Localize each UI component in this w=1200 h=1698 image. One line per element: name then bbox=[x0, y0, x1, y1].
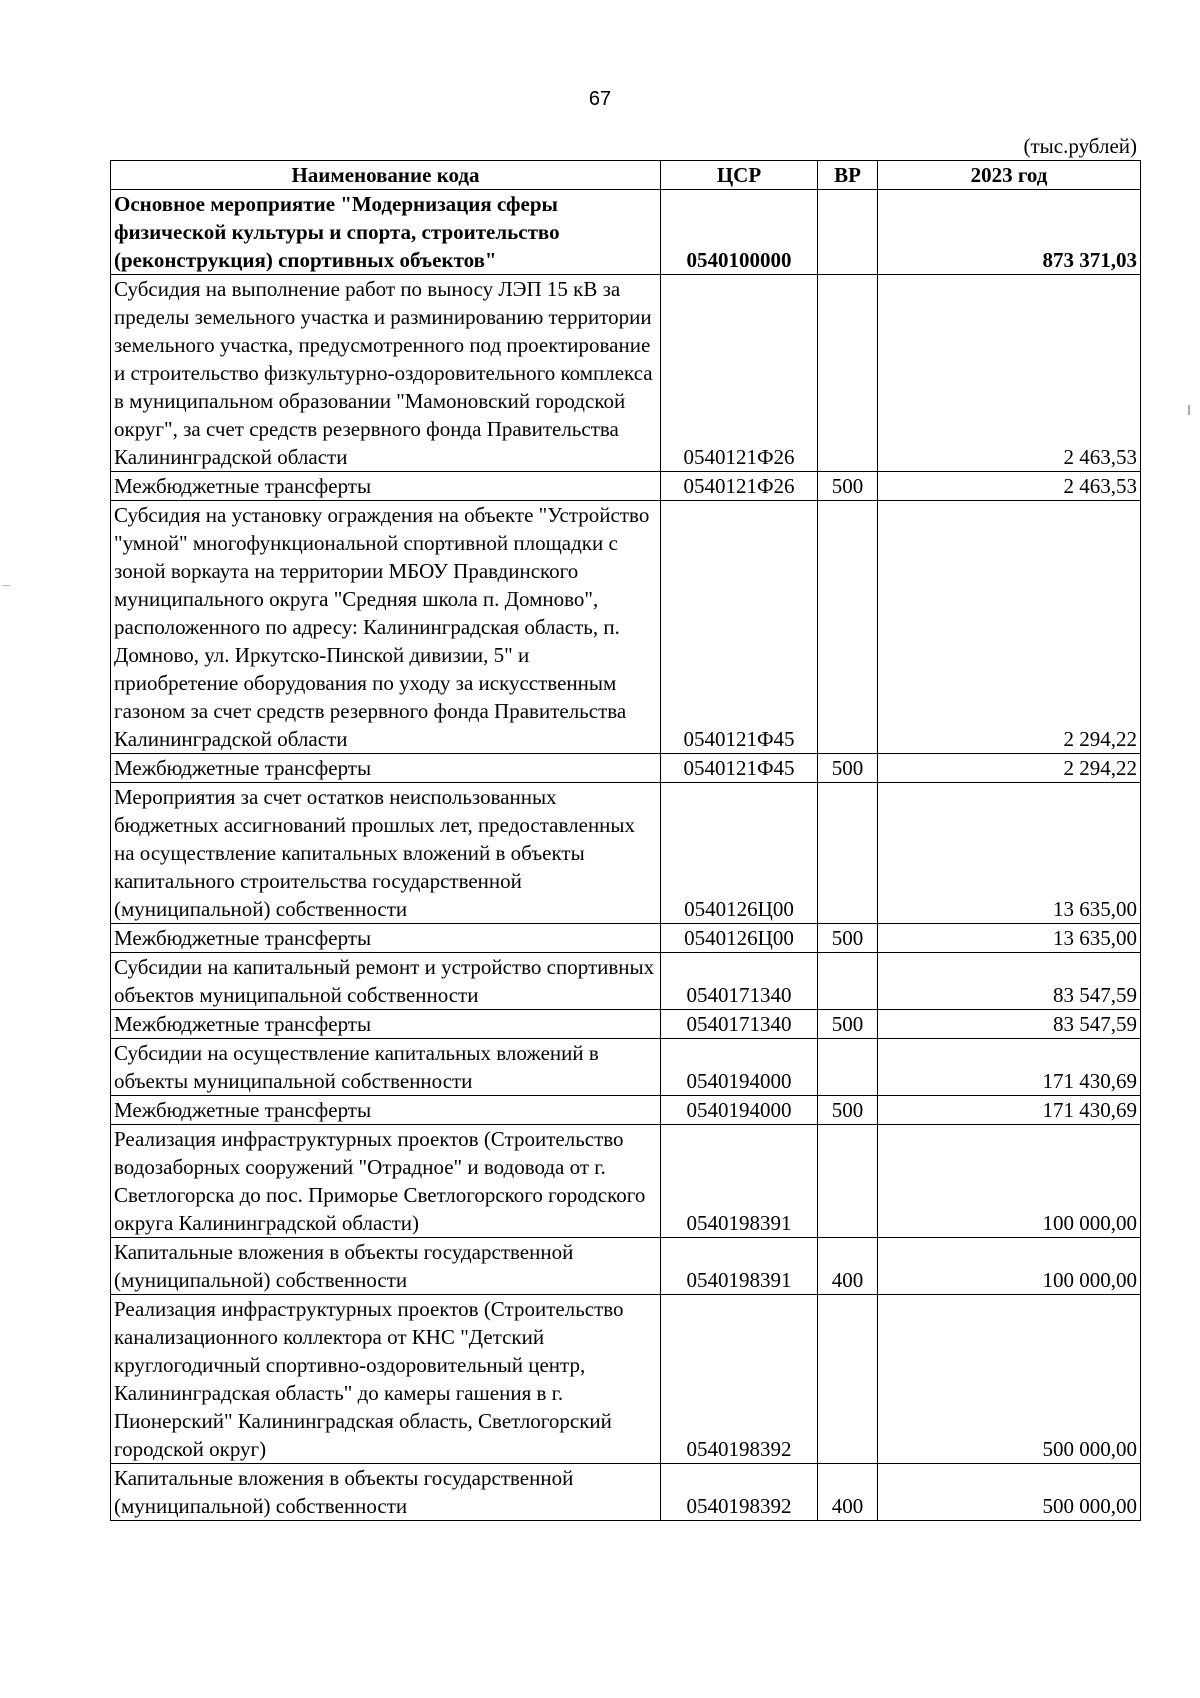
row-name: Реализация инфраструктурных проектов (Строительство водозаборных сооружений "Отрадное" и водовода от г. Светлогорска до пос. Приморье Светлогорского городского округа Калининградской области) bbox=[111, 1125, 661, 1238]
row-vr: 500 bbox=[818, 1096, 878, 1125]
row-amount: 171 430,69 bbox=[878, 1039, 1141, 1096]
table-row bbox=[111, 1238, 1141, 1295]
row-csr: 0540126Ц00 bbox=[661, 924, 818, 953]
row-amount: 100 000,00 bbox=[878, 1125, 1141, 1238]
row-name: Капитальные вложения в объекты государственной (муниципальной) собственности bbox=[111, 1464, 661, 1521]
row-vr bbox=[818, 501, 878, 754]
row-vr bbox=[818, 275, 878, 472]
row-vr bbox=[818, 1125, 878, 1238]
row-amount: 2 463,53 bbox=[878, 472, 1141, 501]
row-name: Основное мероприятие "Модернизация сферы физической культуры и спорта, строительство (реконструкция) спортивных объектов" bbox=[111, 190, 661, 275]
row-name: Межбюджетные трансферты bbox=[111, 754, 661, 783]
row-name: Субсидии на осуществление капитальных вложений в объекты муниципальной собственности bbox=[111, 1039, 661, 1096]
table-row bbox=[111, 754, 1141, 783]
row-csr: 0540100000 bbox=[661, 190, 818, 275]
row-csr: 0540198392 bbox=[661, 1295, 818, 1464]
row-name: Субсидия на выполнение работ по выносу ЛЭП 15 кВ за пределы земельного участка и разминированию территории земельного участка, предусмотренного под проектирование и строительство физкультурно-оздоровительного комплекса в муниципальном образовании "Мамоновский городской округ", за счет средств резервного фонда Правительства Калининградской области bbox=[111, 275, 661, 472]
row-amount: 2 294,22 bbox=[878, 754, 1141, 783]
table-row bbox=[111, 472, 1141, 501]
row-csr: 0540198392 bbox=[661, 1464, 818, 1521]
row-csr: 0540171340 bbox=[661, 1010, 818, 1039]
row-name: Межбюджетные трансферты bbox=[111, 1096, 661, 1125]
row-vr: 400 bbox=[818, 1238, 878, 1295]
row-name: Мероприятия за счет остатков неиспользованных бюджетных ассигнований прошлых лет, предоставленных на осуществление капитальных вложений в объекты капитального строительства государственной (муниципальной) собственности bbox=[111, 783, 661, 924]
row-vr: 500 bbox=[818, 1010, 878, 1039]
row-csr: 0540194000 bbox=[661, 1096, 818, 1125]
table-row bbox=[111, 783, 1141, 924]
scan-mark bbox=[2, 585, 10, 586]
page-number: 67 bbox=[588, 88, 612, 110]
row-vr bbox=[818, 783, 878, 924]
row-name: Реализация инфраструктурных проектов (Строительство канализационного коллектора от КНС "Детский круглогодичный спортивно-оздоровительный центр, Калининградская область" до камеры гашения в г. Пионерский" Калининградская область, Светлогорский городской округ) bbox=[111, 1295, 661, 1464]
row-csr: 0540121Ф45 bbox=[661, 754, 818, 783]
table-header-row bbox=[111, 161, 1141, 190]
row-csr: 0540121Ф45 bbox=[661, 501, 818, 754]
table-row bbox=[111, 1039, 1141, 1096]
header-vr: ВР bbox=[818, 161, 878, 190]
table-row bbox=[111, 1125, 1141, 1238]
table-row bbox=[111, 953, 1141, 1010]
row-name: Межбюджетные трансферты bbox=[111, 1010, 661, 1039]
row-csr: 0540171340 bbox=[661, 953, 818, 1010]
row-amount: 171 430,69 bbox=[878, 1096, 1141, 1125]
row-vr: 500 bbox=[818, 472, 878, 501]
row-csr: 0540194000 bbox=[661, 1039, 818, 1096]
row-name: Субсидии на капитальный ремонт и устройство спортивных объектов муниципальной собственности bbox=[111, 953, 661, 1010]
table-row bbox=[111, 1096, 1141, 1125]
row-vr: 500 bbox=[818, 754, 878, 783]
header-year: 2023 год bbox=[878, 161, 1141, 190]
table-row bbox=[111, 1010, 1141, 1039]
row-amount: 500 000,00 bbox=[878, 1295, 1141, 1464]
table-row bbox=[111, 190, 1141, 275]
row-name: Субсидия на установку ограждения на объекте "Устройство "умной" многофункциональной спортивной площадки с зоной воркаута на территории МБОУ Правдинского муниципального округа "Средняя школа п. Домново", расположенного по адресу: Калининградская область, п. Домново, ул. Иркутско-Пинской дивизии, 5" и приобретение оборудования по уходу за искусственным газоном за счет средств резервного фонда Правительства Калининградской области bbox=[111, 501, 661, 754]
table-row bbox=[111, 1464, 1141, 1521]
row-csr: 0540198391 bbox=[661, 1125, 818, 1238]
header-csr: ЦСР bbox=[661, 161, 818, 190]
table-row bbox=[111, 924, 1141, 953]
row-amount: 100 000,00 bbox=[878, 1238, 1141, 1295]
row-vr bbox=[818, 190, 878, 275]
scan-mark bbox=[1188, 405, 1190, 415]
units-label: (тыс.рублей) bbox=[1023, 134, 1137, 158]
row-amount: 83 547,59 bbox=[878, 1010, 1141, 1039]
row-csr: 0540121Ф26 bbox=[661, 275, 818, 472]
row-vr bbox=[818, 1039, 878, 1096]
budget-table bbox=[110, 160, 1141, 1521]
row-amount: 500 000,00 bbox=[878, 1464, 1141, 1521]
row-amount: 873 371,03 bbox=[878, 190, 1141, 275]
row-name: Капитальные вложения в объекты государственной (муниципальной) собственности bbox=[111, 1238, 661, 1295]
row-amount: 2 463,53 bbox=[878, 275, 1141, 472]
table-row bbox=[111, 501, 1141, 754]
row-vr bbox=[818, 1295, 878, 1464]
row-vr bbox=[818, 953, 878, 1010]
row-name: Межбюджетные трансферты bbox=[111, 924, 661, 953]
table-row bbox=[111, 275, 1141, 472]
row-csr: 0540126Ц00 bbox=[661, 783, 818, 924]
row-csr: 0540198391 bbox=[661, 1238, 818, 1295]
row-name: Межбюджетные трансферты bbox=[111, 472, 661, 501]
row-vr: 500 bbox=[818, 924, 878, 953]
header-name: Наименование кода bbox=[111, 161, 661, 190]
row-amount: 2 294,22 bbox=[878, 501, 1141, 754]
row-amount: 83 547,59 bbox=[878, 953, 1141, 1010]
table-row bbox=[111, 1295, 1141, 1464]
row-csr: 0540121Ф26 bbox=[661, 472, 818, 501]
row-amount: 13 635,00 bbox=[878, 924, 1141, 953]
row-vr: 400 bbox=[818, 1464, 878, 1521]
row-amount: 13 635,00 bbox=[878, 783, 1141, 924]
